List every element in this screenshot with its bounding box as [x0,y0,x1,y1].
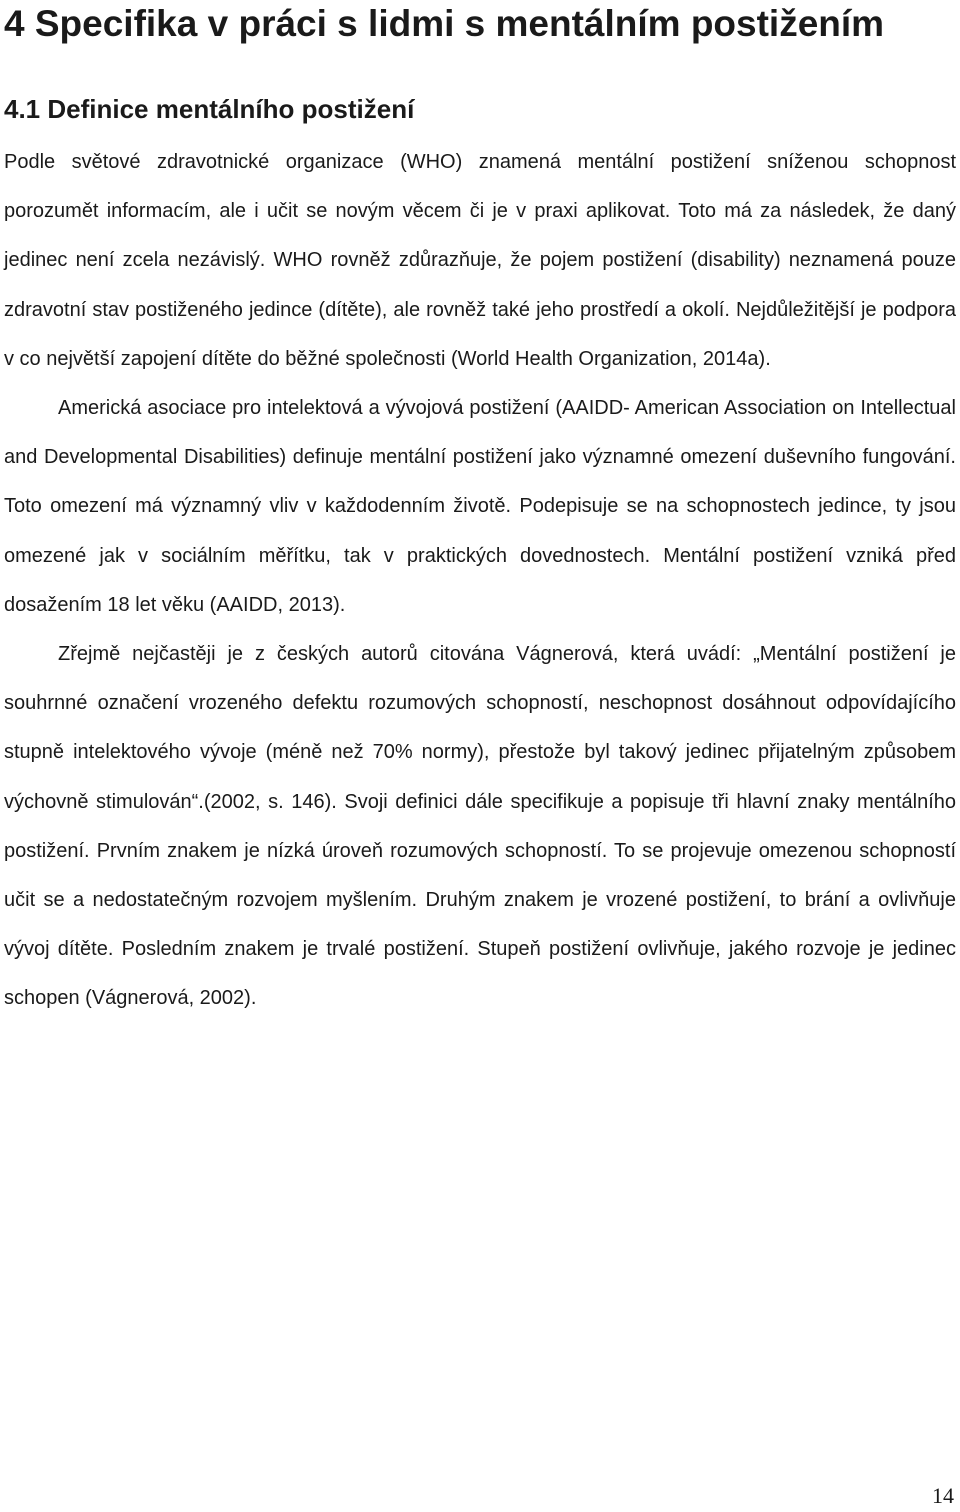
chapter-heading: 4 Specifika v práci s lidmi s mentálním postižením [4,3,885,44]
paragraph-aaidd-definition: Americká asociace pro intelektová a vývojová postižení (AAIDD- American Association on Intellectual and Developmental Disabilities) definuje mentální postižení jako významné omezení duševního fungování. Toto omezení má významný vliv v každodenním životě. Podepisuje se na schopnostech jedince, ty jsou omezené jak v sociálním měřítku, tak v praktických dovednostech. Mentální postižení vzniká před dosažením 18 let věku (AAIDD, 2013). [4,397,956,616]
page-number: 14 [932,1483,954,1508]
paragraph-vagnerova-definition: Zřejmě nejčastěji je z českých autorů citována Vágnerová, která uvádí: „Mentální postižení je souhrnné označení vrozeného defektu rozumových schopností, neschopnost dosáhnout odpovídajícího stupně intelektového vývoje (méně než 70% normy), přestože byl takový jedinec přijatelným způsobem výchovně stimulován“.(2002, s. 146). Svoji definici dále specifikuje a popisuje tři hlavní znaky mentálního postižení. Prvním znakem je nízká úroveň rozumových schopností. To se projevuje omezenou schopností učit se a nedostatečným rozvojem myšlením. Druhým znakem je vrozené postižení, to brání a ovlivňuje vývoj dítěte. Posledním znakem je trvalé postižení. Stupeň postižení ovlivňuje, jakého rozvoje je jedinec schopen (Vágnerová, 2002). [4,643,956,1010]
paragraph-who-definition: Podle světové zdravotnické organizace (WHO) znamená mentální postižení sníženou schopnost porozumět informacím, ale i učit se novým věcem či je v praxi aplikovat. Toto má za následek, že daný jedinec není zcela nezávislý. WHO rovněž zdůrazňuje, že pojem postižení (disability) neznamená pouze zdravotní stav postiženého jedince (dítěte), ale rovněž také jeho prostředí a okolí. Nejdůležitější je podpora v co největší zapojení dítěte do běžné společnosti (World Health Organization, 2014a). [4,151,956,370]
document-page [4,0,956,1024]
section-heading: 4.1 Definice mentálního postižení [4,94,415,124]
